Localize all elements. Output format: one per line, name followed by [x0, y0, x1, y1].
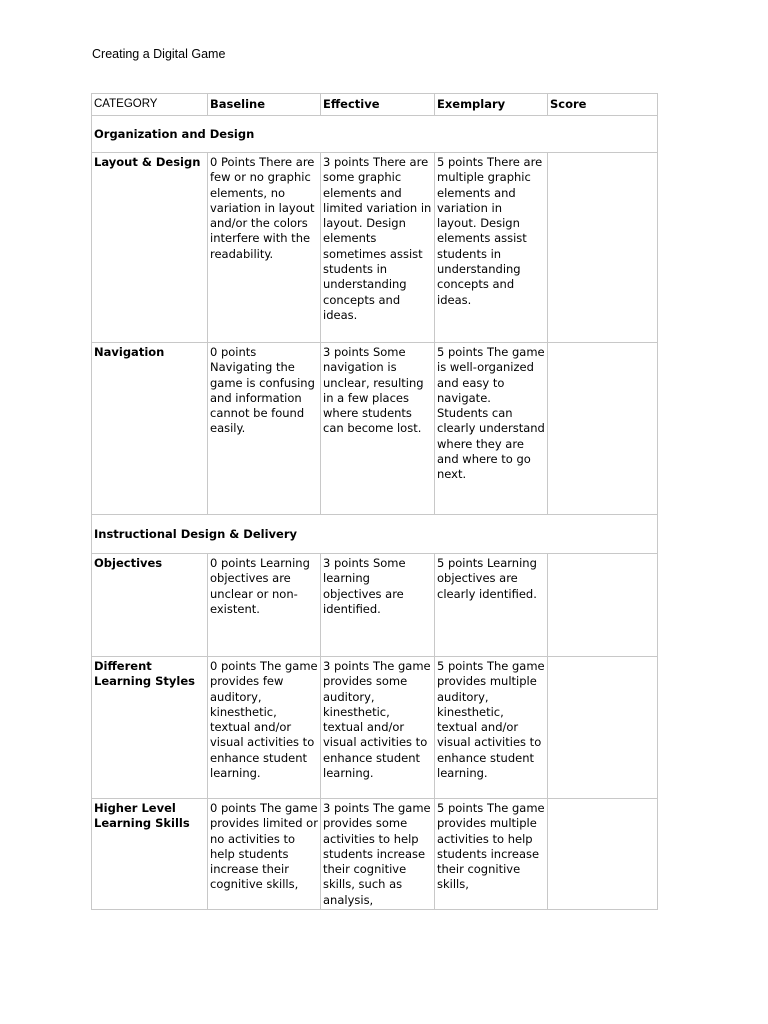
- category-cell: Navigation: [92, 343, 208, 515]
- category-cell: Layout & Design: [92, 153, 208, 343]
- exemplary-cell: 5 points The game is well-organized and easy to navigate. Students can clearly understand where they are and where to go next.: [435, 343, 548, 515]
- table-row: [92, 799, 658, 910]
- effective-cell: 3 points Some learning objectives are identified.: [321, 554, 435, 657]
- baseline-cell: [208, 799, 321, 910]
- header-row: [92, 94, 658, 116]
- exemplary-cell: 5 points The game provides multiple auditory, kinesthetic, textual and/or visual activities to enhance student learning.: [435, 657, 548, 799]
- table-row: [92, 343, 658, 515]
- category-text: Higher Level Learning Skills: [94, 801, 190, 831]
- exemplary-cell: [435, 799, 548, 910]
- section-title: Instructional Design & Delivery: [92, 515, 658, 554]
- effective-cell: 3 points The game provides some auditory, kinesthetic, textual and/or visual activities to enhance student learning.: [321, 657, 435, 799]
- table-row: [92, 554, 658, 657]
- section-title: Organization and Design: [92, 116, 658, 153]
- header-effective: Effective: [321, 94, 435, 116]
- effective-text: 3 points The game provides some activities to help students increase their cognitive skills, such as analysis,: [323, 801, 431, 907]
- baseline-text: 0 points The game provides limited or no activities to help students increase their cognitive skills,: [210, 801, 318, 892]
- effective-cell: 3 points Some navigation is unclear, resulting in a few places where students can become lost.: [321, 343, 435, 515]
- exemplary-text: 5 points The game provides multiple activities to help students increase their cognitive skills,: [437, 801, 545, 892]
- header-score: Score: [548, 94, 658, 116]
- header-category: CATEGORY: [92, 94, 208, 116]
- category-cell: [92, 799, 208, 910]
- rubric-table: [91, 93, 658, 910]
- score-cell: [548, 153, 658, 343]
- table-row: [92, 153, 658, 343]
- baseline-cell: 0 points The game provides few auditory, kinesthetic, textual and/or visual activities to enhance student learning.: [208, 657, 321, 799]
- effective-cell: [321, 799, 435, 910]
- score-cell: [548, 799, 658, 910]
- score-text: [550, 801, 655, 909]
- effective-cell: 3 points There are some graphic elements and limited variation in layout. Design elements sometimes assist students in understanding concepts and ideas.: [321, 153, 435, 343]
- score-cell: [548, 657, 658, 799]
- section-row-instructional: [92, 515, 658, 554]
- score-cell: [548, 343, 658, 515]
- header-exemplary: Exemplary: [435, 94, 548, 116]
- category-cell: Objectives: [92, 554, 208, 657]
- baseline-cell: 0 points Learning objectives are unclear or non-existent.: [208, 554, 321, 657]
- document-title: Creating a Digital Game: [92, 47, 226, 61]
- baseline-cell: 0 points Navigating the game is confusing and information cannot be found easily.: [208, 343, 321, 515]
- category-cell: Different Learning Styles: [92, 657, 208, 799]
- section-row-organization: [92, 116, 658, 153]
- exemplary-cell: 5 points Learning objectives are clearly identified.: [435, 554, 548, 657]
- header-baseline: Baseline: [208, 94, 321, 116]
- exemplary-cell: 5 points There are multiple graphic elements and variation in layout. Design elements assist students in understanding concepts and ideas.: [435, 153, 548, 343]
- table-row: [92, 657, 658, 799]
- score-cell: [548, 554, 658, 657]
- baseline-cell: 0 Points There are few or no graphic elements, no variation in layout and/or the colors interfere with the readability.: [208, 153, 321, 343]
